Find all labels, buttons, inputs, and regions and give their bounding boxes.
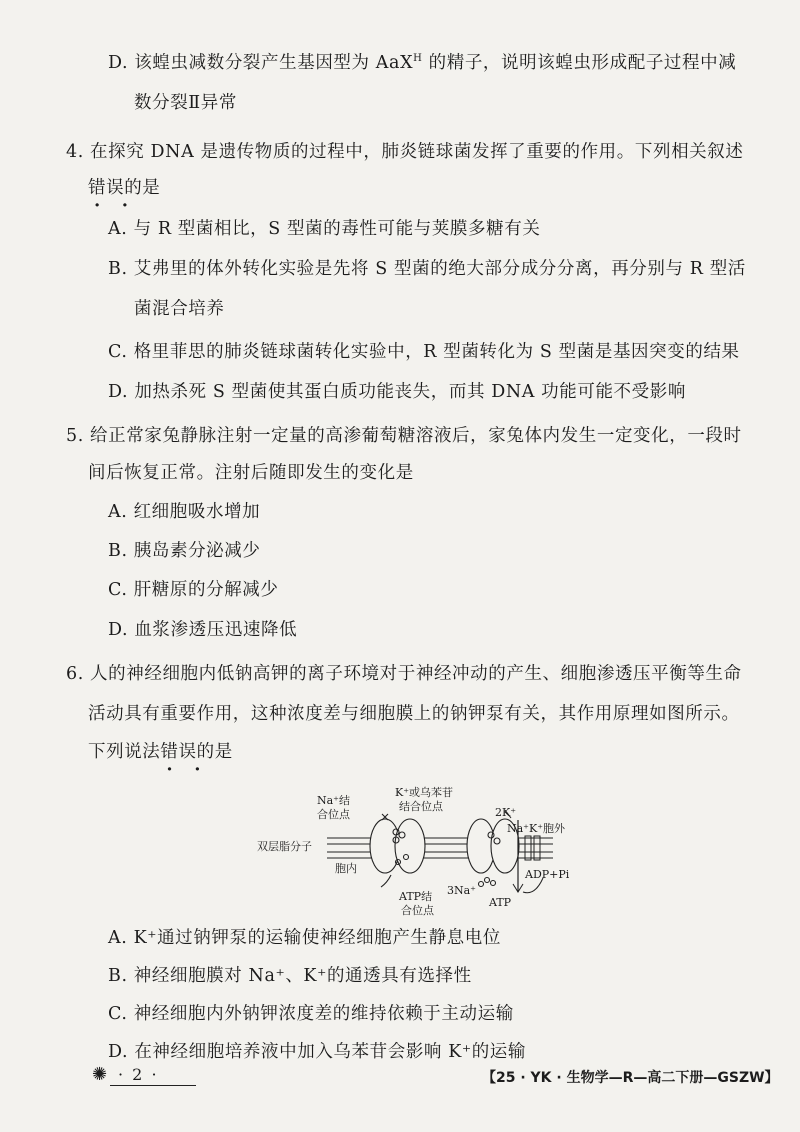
- atp-site-label-2: 合位点: [401, 904, 434, 917]
- outside-label: Na⁺K⁺胞外: [507, 822, 566, 835]
- adp-label: ADP+Pi: [525, 868, 570, 881]
- q3-option-d-line2: 数分裂Ⅱ异常: [134, 93, 237, 113]
- q6-option-c: C. 神经细胞内外钠钾浓度差的维持依赖于主动运输: [108, 1004, 514, 1024]
- q5-option-b: B. 胰岛素分泌减少: [108, 541, 261, 561]
- q6-stem-rest: 的是: [196, 742, 233, 762]
- q4-option-b-line1: B. 艾弗里的体外转化实验是先将 S 型菌的绝大部分成分分离，再分别与 R 型活: [108, 259, 746, 279]
- q4-option-c: C. 格里菲思的肺炎链球菌转化实验中，R 型菌转化为 S 型菌是基因突变的结果: [108, 342, 740, 362]
- q4-emphasis: 错误 · ·: [88, 178, 124, 198]
- q5-option-c: C. 肝糖原的分解减少: [108, 580, 279, 600]
- q6-emphasis: 错误 · ·: [160, 742, 196, 762]
- q4-option-a: A. 与 R 型菌相比，S 型菌的毒性可能与荚膜多糖有关: [108, 219, 541, 239]
- page-number: · 2 ·: [118, 1065, 159, 1084]
- na-site-label-1: Na⁺结: [317, 794, 350, 807]
- q6-stem-line1: 6. 人的神经细胞内低钠高钾的离子环境对于神经冲动的产生、细胞渗透压平衡等生命: [66, 664, 742, 684]
- k-site-label-1: K⁺或乌苯苷: [395, 786, 454, 799]
- q4-option-d: D. 加热杀死 S 型菌使其蛋白质功能丧失，而其 DNA 功能可能不受影响: [108, 382, 686, 402]
- inside-label: 胞内: [335, 862, 357, 875]
- q5-option-d: D. 血浆渗透压迅速降低: [108, 620, 298, 640]
- q6-option-d: D. 在神经细胞培养液中加入乌苯苷会影响 K⁺的运输: [108, 1042, 527, 1062]
- exam-code: 【25 · YK · 生物学—R—高二下册—GSZW】: [482, 1070, 779, 1086]
- two-k-label: 2K⁺: [495, 806, 517, 819]
- q6-option-a: A. K⁺通过钠钾泵的运输使神经细胞产生静息电位: [108, 928, 501, 948]
- q4-stem-line2: [88, 176, 160, 200]
- q3-option-d: [108, 51, 736, 75]
- q5-stem-line1: 5. 给正常家兔静脉注射一定量的高渗葡萄糖溶液后，家兔体内发生一定变化，一段时: [66, 426, 742, 446]
- q5-option-a: A. 红细胞吸水增加: [108, 502, 261, 522]
- pump-left: [370, 814, 425, 887]
- k-site-label-2: 结合位点: [399, 800, 443, 813]
- atp-label: ATP: [489, 896, 512, 909]
- na-site-label-2: 合位点: [317, 808, 350, 821]
- q4-stem-line1: 4. 在探究 DNA 是遗传物质的过程中，肺炎链球菌发挥了重要的作用。下列相关叙述: [66, 142, 744, 162]
- q4-stem-rest: 的是: [124, 178, 161, 198]
- sodium-potassium-pump-diagram: [255, 780, 585, 920]
- q6-stem-line3: [88, 740, 233, 764]
- bilayer-label: 双层脂分子: [257, 840, 312, 853]
- lightbulb-icon: ✺: [92, 1064, 108, 1085]
- q3-option-d-text: D. 该蝗虫减数分裂产生基因型为 AaX: [108, 53, 414, 73]
- three-na-label: 3Na⁺: [447, 884, 476, 897]
- q3-option-d-superscript: H: [413, 53, 423, 64]
- q3-option-d-text-2: 的精子，说明该蝗虫形成配子过程中减: [422, 53, 737, 73]
- q4-option-b-line2: 菌混合培养: [134, 299, 225, 319]
- q5-stem-line2: 间后恢复正常。注射后随即发生的变化是: [88, 463, 414, 483]
- q6-stem-line2: 活动具有重要作用，这种浓度差与细胞膜上的钠钾泵有关，其作用原理如图所示。: [88, 704, 740, 724]
- footer-rule: [110, 1085, 196, 1086]
- q6-option-b: B. 神经细胞膜对 Na⁺、K⁺的通透具有选择性: [108, 966, 472, 986]
- atp-site-label-1: ATP结: [399, 890, 433, 903]
- q6-stem-pre: 下列说法: [88, 742, 161, 762]
